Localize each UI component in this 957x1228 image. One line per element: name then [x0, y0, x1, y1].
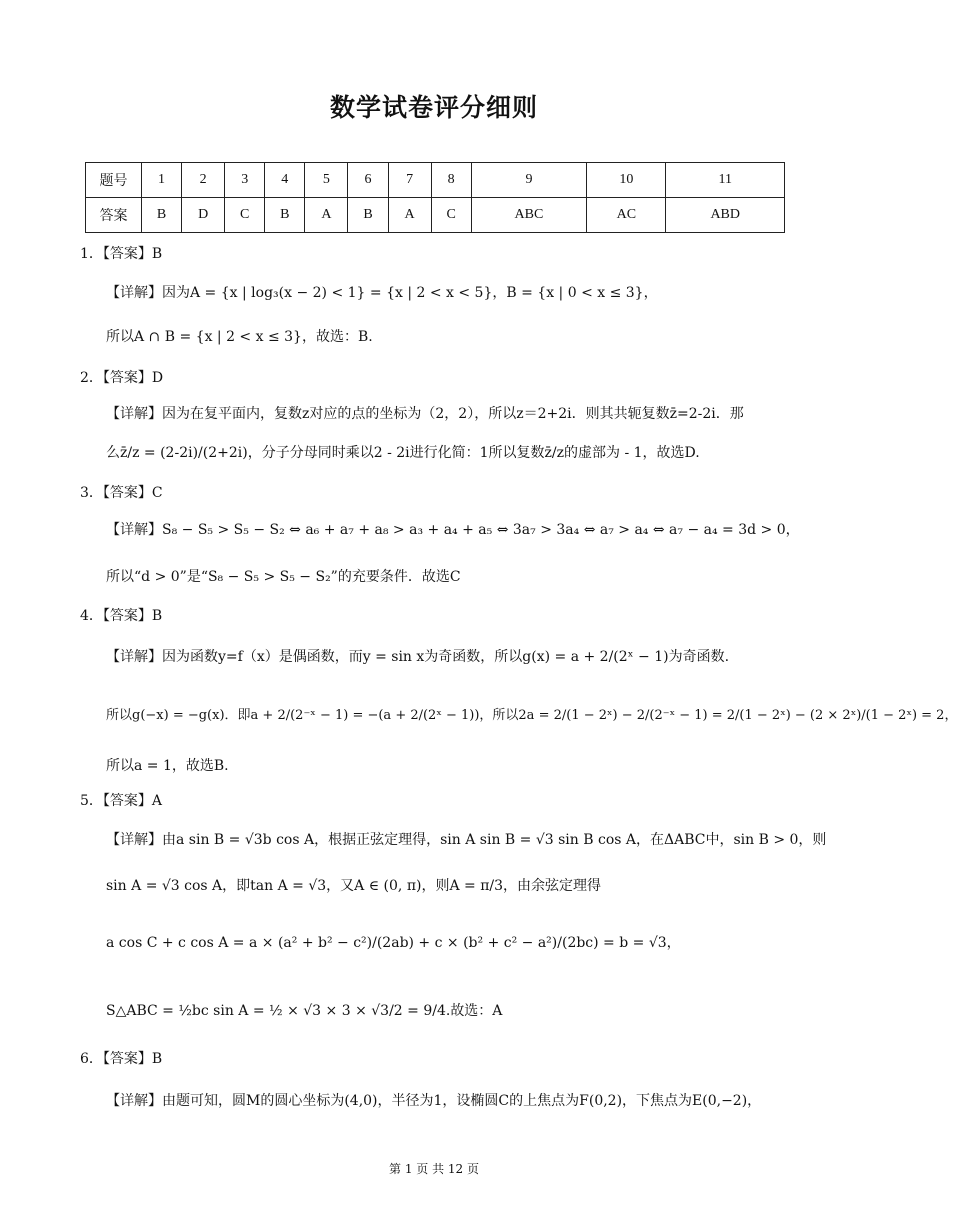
solution-line: 所以a = 1，故选B. — [106, 758, 229, 774]
answer-heading-1: 1．【答案】B — [80, 246, 163, 262]
solution-line: a cos C + c cos A = a × (a² + b² − c²)/(2ab) + c × (b² + c² − a²)/(2bc) = b = √3， — [106, 935, 681, 951]
table-row-questions — [86, 163, 785, 198]
solution-line: 么z̄/z = (2-2i)/(2+2i)，分子分母同时乘以2 - 2i进行化简：1所以复数z̄/z的虚部为 - 1，故选D. — [106, 445, 700, 461]
page-title: 数学试卷评分细则 — [329, 93, 538, 122]
solution-line: S△ABC = ½bc sin A = ½ × √3 × 3 × √3/2 = 9/4.故选：A — [106, 1003, 503, 1019]
table-cell: 7 — [388, 163, 431, 198]
table-cell: 11 — [666, 163, 785, 198]
table-header-cell: 答案 — [86, 198, 142, 233]
solution-line: 【详解】因为在复平面内，复数z对应的点的坐标为（2，2），所以z＝2+2i．则其共轭复数z̄=2-2i．那 — [106, 406, 744, 422]
table-cell: 8 — [431, 163, 471, 198]
table-cell: 3 — [225, 163, 265, 198]
table-cell: 9 — [471, 163, 586, 198]
table-cell: C — [225, 198, 265, 233]
solution-line: 所以g(−x) = −g(x)．即a + 2/(2⁻ˣ − 1) = −(a + 2/(2ˣ − 1))，所以2a = 2/(1 − 2ˣ) − 2/(2⁻ˣ − 1) = 2/(1 − 2ˣ) − (2 × 2ˣ)/(1 − 2ˣ) = 2， — [106, 708, 957, 723]
table-cell: 10 — [587, 163, 666, 198]
table-cell: B — [265, 198, 305, 233]
table-cell: 1 — [142, 163, 182, 198]
answer-heading-2: 2．【答案】D — [80, 370, 164, 386]
table-cell: A — [305, 198, 348, 233]
solution-line: 【详解】S₈ − S₅ > S₅ − S₂ ⇔ a₆ + a₇ + a₈ > a₃ + a₄ + a₅ ⇔ 3a₇ > 3a₄ ⇔ a₇ > a₄ ⇔ a₇ − a₄ = 3d > 0， — [106, 522, 800, 538]
table-cell: ABC — [471, 198, 586, 233]
solution-line: 【详解】因为函数y=f（x）是偶函数，而y = sin x为奇函数，所以g(x) = a + 2/(2ˣ − 1)为奇函数. — [106, 649, 730, 665]
table-cell: ABD — [666, 198, 785, 233]
table-cell: D — [182, 198, 225, 233]
solution-line: sin A = √3 cos A，即tan A = √3，又A ∈ (0, π)，则A = π/3，由余弦定理得 — [106, 878, 602, 894]
solution-line: 【详解】由题可知，圆M的圆心坐标为(4,0)，半径为1，设椭圆C的上焦点为F(0,2)，下焦点为E(0,−2)， — [106, 1093, 762, 1109]
answer-heading-3: 3．【答案】C — [80, 485, 163, 501]
answer-heading-4: 4．【答案】B — [80, 608, 163, 624]
table-cell: B — [142, 198, 182, 233]
table-header-cell: 题号 — [86, 163, 142, 198]
table-cell: 5 — [305, 163, 348, 198]
answer-table — [85, 162, 785, 233]
table-row-answers — [86, 198, 785, 233]
table-cell: A — [388, 198, 431, 233]
solution-line: 所以“d > 0”是“S₈ − S₅ > S₅ − S₂”的充要条件．故选C — [106, 569, 461, 585]
table-cell: C — [431, 198, 471, 233]
table-cell: B — [348, 198, 388, 233]
solution-line: 【详解】因为A = {x | log₃(x − 2) < 1} = {x | 2 < x < 5}，B = {x | 0 < x ≤ 3}， — [106, 285, 658, 301]
answer-heading-5: 5．【答案】A — [80, 793, 163, 809]
table-cell: 4 — [265, 163, 305, 198]
answer-heading-6: 6．【答案】B — [80, 1051, 163, 1067]
table-cell: 2 — [182, 163, 225, 198]
solution-line: 【详解】由a sin B = √3b cos A，根据正弦定理得，sin A sin B = √3 sin B cos A，在ΔABC中，sin B > 0，则 — [106, 832, 827, 848]
solution-line: 所以A ∩ B = {x | 2 < x ≤ 3}，故选：B. — [106, 329, 373, 345]
page-footer: 第 1 页 共 12 页 — [389, 1162, 479, 1176]
table-cell: AC — [587, 198, 666, 233]
table-cell: 6 — [348, 163, 388, 198]
